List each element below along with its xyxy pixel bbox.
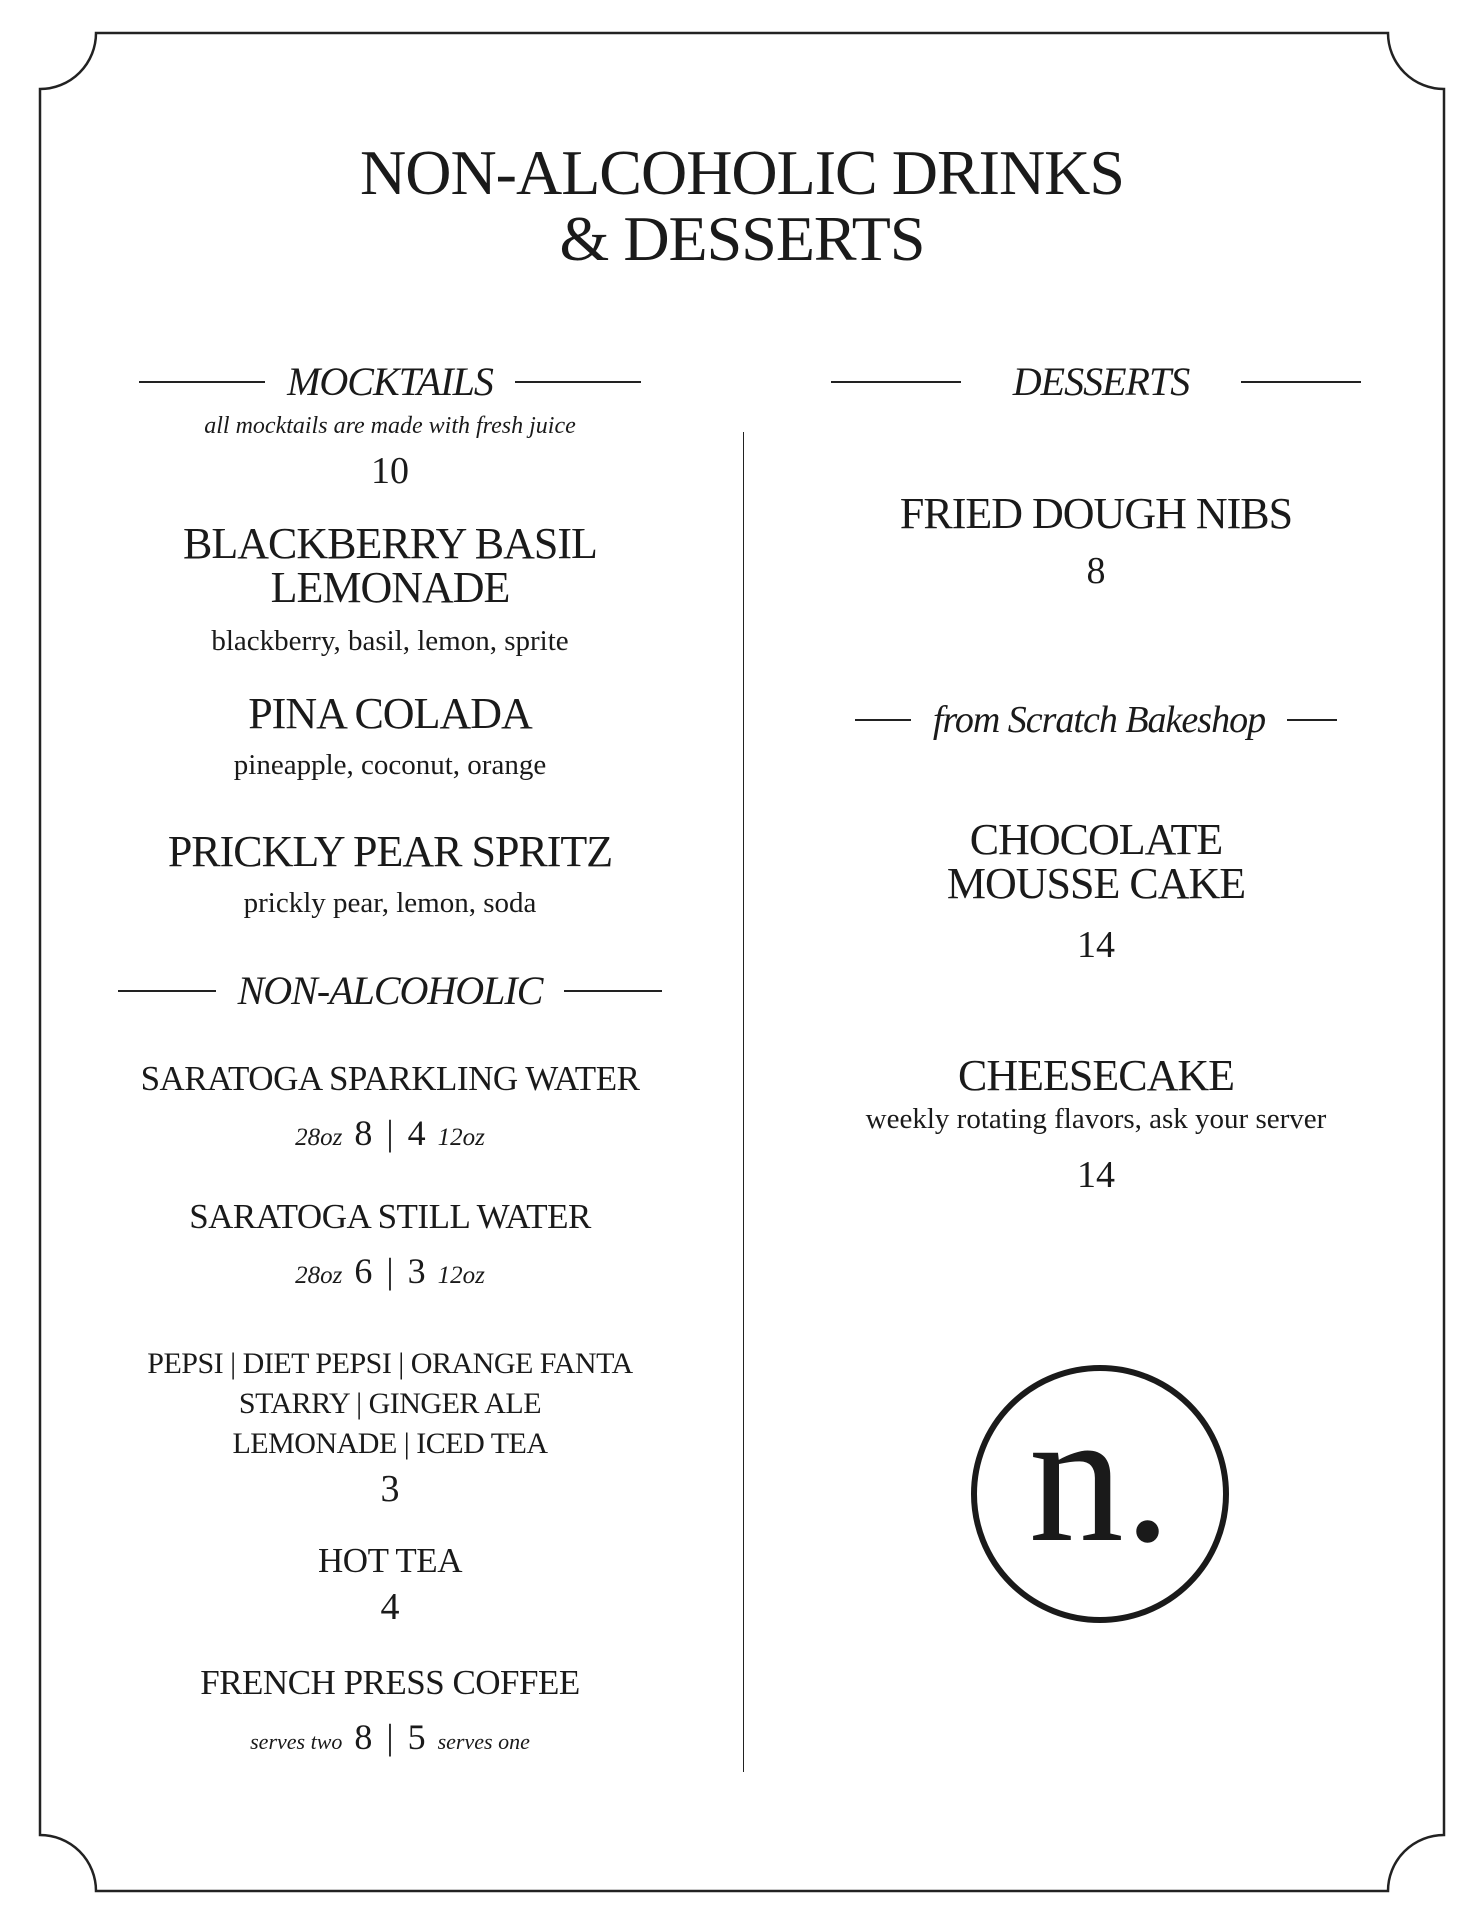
desserts-heading-label: DESSERTS bbox=[1012, 359, 1190, 404]
heading-rule bbox=[515, 381, 641, 383]
heading-rule bbox=[139, 381, 265, 383]
mocktails-heading bbox=[100, 358, 680, 405]
size-label: 12oz bbox=[437, 1124, 485, 1151]
bakeshop-heading bbox=[806, 698, 1386, 742]
mocktails-note: all mocktails are made with fresh juice bbox=[204, 413, 576, 439]
size-label: 28oz bbox=[295, 1262, 343, 1289]
bakeshop-heading-label: from Scratch Bakeshop bbox=[932, 699, 1266, 741]
non-alcoholic-heading-label: NON-ALCOHOLIC bbox=[237, 968, 543, 1013]
heading-rule bbox=[855, 719, 911, 721]
mocktails-price: 10 bbox=[371, 450, 409, 492]
menu-item-french-press-coffee bbox=[90, 1664, 690, 1758]
price: 4 bbox=[407, 1113, 426, 1153]
menu-item-sodas bbox=[90, 1344, 690, 1510]
column-divider bbox=[743, 432, 744, 1772]
restaurant-logo bbox=[968, 1362, 1232, 1626]
heading-rule bbox=[831, 381, 961, 383]
price: 6 bbox=[354, 1251, 373, 1291]
item-name: FRIED DOUGH NIBS bbox=[899, 489, 1293, 538]
menu-item-saratoga-still bbox=[90, 1198, 690, 1292]
menu-item-prickly-pear-spritz bbox=[100, 827, 680, 920]
price-separator: | bbox=[386, 1113, 394, 1153]
menu-item-fried-dough-nibs bbox=[806, 489, 1386, 592]
menu-item-blackberry-basil-lemonade bbox=[100, 519, 680, 658]
price-row bbox=[90, 1112, 690, 1154]
heading-rule bbox=[1241, 381, 1361, 383]
item-description: pineapple, coconut, orange bbox=[233, 749, 547, 781]
size-label: serves two bbox=[250, 1729, 343, 1754]
price-separator: | bbox=[386, 1717, 394, 1757]
price: 3 bbox=[380, 1468, 400, 1510]
page-title bbox=[0, 137, 1484, 274]
title-line-1: NON-ALCOHOLIC DRINKS bbox=[360, 137, 1124, 208]
item-description: prickly pear, lemon, soda bbox=[243, 887, 537, 919]
non-alcoholic-heading bbox=[100, 967, 680, 1014]
item-description: blackberry, basil, lemon, sprite bbox=[211, 625, 569, 657]
item-name: PINA COLADA bbox=[248, 689, 532, 738]
item-description: weekly rotating flavors, ask your server bbox=[865, 1103, 1327, 1135]
price: 8 bbox=[1086, 550, 1106, 592]
size-label: 12oz bbox=[437, 1262, 485, 1289]
desserts-heading bbox=[806, 358, 1386, 405]
price: 4 bbox=[380, 1586, 400, 1628]
price-separator: | bbox=[386, 1251, 394, 1291]
item-name: HOT TEA bbox=[318, 1541, 462, 1580]
price: 5 bbox=[407, 1717, 426, 1757]
item-name: FRENCH PRESS COFFEE bbox=[200, 1663, 580, 1702]
price: 14 bbox=[1077, 924, 1115, 966]
item-name: LEMONADE bbox=[270, 563, 510, 612]
menu-item-cheesecake bbox=[796, 1051, 1396, 1196]
menu-item-hot-tea bbox=[90, 1542, 690, 1628]
item-name: LEMONADE | ICED TEA bbox=[232, 1427, 548, 1460]
item-name: STARRY | GINGER ALE bbox=[238, 1387, 542, 1420]
heading-rule bbox=[1287, 719, 1337, 721]
item-name: PRICKLY PEAR SPRITZ bbox=[167, 827, 613, 876]
title-line-2: & DESSERTS bbox=[559, 203, 925, 274]
menu-item-chocolate-mousse-cake bbox=[806, 815, 1386, 966]
menu-item-saratoga-sparkling bbox=[90, 1060, 690, 1154]
price: 8 bbox=[354, 1717, 373, 1757]
heading-rule bbox=[118, 990, 216, 992]
logo-letter: n. bbox=[1028, 1372, 1172, 1582]
item-name: CHEESECAKE bbox=[958, 1051, 1234, 1100]
size-label: serves one bbox=[437, 1729, 530, 1754]
price: 8 bbox=[354, 1113, 373, 1153]
price-row bbox=[90, 1716, 690, 1758]
price: 14 bbox=[1077, 1154, 1115, 1196]
item-name: SARATOGA SPARKLING WATER bbox=[140, 1059, 640, 1098]
item-name: PEPSI | DIET PEPSI | ORANGE FANTA bbox=[147, 1347, 633, 1380]
item-name: MOUSSE CAKE bbox=[946, 859, 1246, 908]
item-name: SARATOGA STILL WATER bbox=[189, 1197, 591, 1236]
menu-item-pina-colada bbox=[100, 689, 680, 782]
price-row bbox=[90, 1250, 690, 1292]
heading-rule bbox=[564, 990, 662, 992]
item-name: BLACKBERRY BASIL bbox=[183, 519, 597, 568]
item-name: CHOCOLATE bbox=[969, 815, 1223, 864]
price: 3 bbox=[407, 1251, 426, 1291]
mocktails-heading-label: MOCKTAILS bbox=[287, 359, 493, 404]
size-label: 28oz bbox=[295, 1124, 343, 1151]
